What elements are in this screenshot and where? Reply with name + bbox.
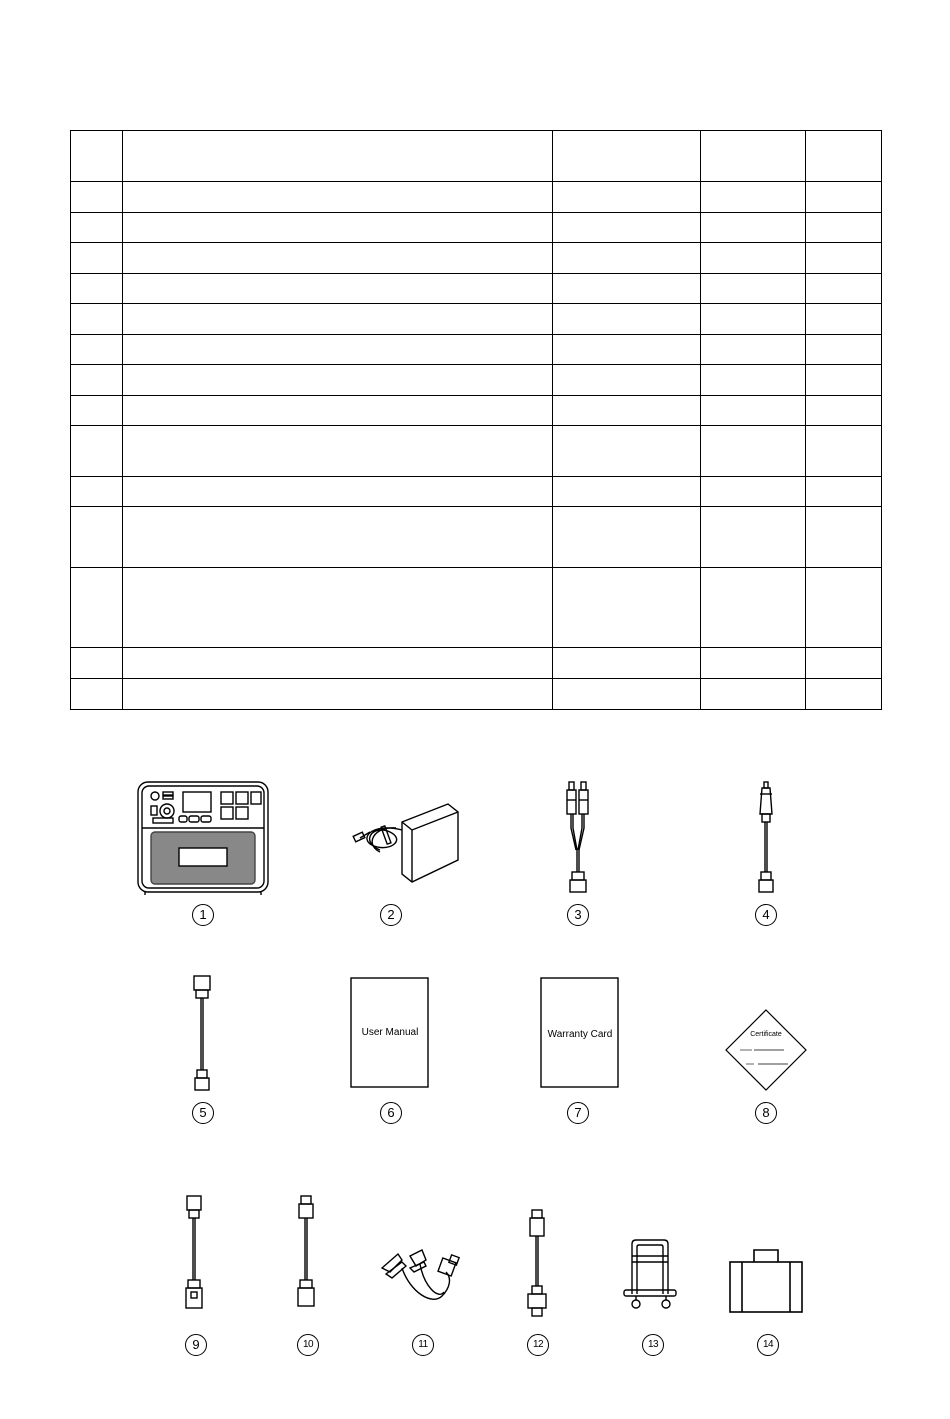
trolley-icon xyxy=(622,1238,682,1312)
table-row xyxy=(71,274,882,304)
solar-charging-cable-icon xyxy=(560,780,596,896)
table-row xyxy=(71,568,882,648)
ac-power-cord-icon xyxy=(522,1208,552,1320)
adapter-cable-icon xyxy=(180,1194,208,1314)
certificate-label: Certificate xyxy=(750,1031,782,1038)
extension-cable-icon xyxy=(188,974,216,1094)
item-number-12: 12 xyxy=(527,1334,549,1356)
power-station-icon xyxy=(137,780,269,896)
item-number-6: 6 xyxy=(380,1102,402,1124)
warranty-card-icon xyxy=(540,977,620,1089)
storage-bag-icon xyxy=(728,1246,804,1316)
connector-cable-icon xyxy=(292,1194,320,1314)
table-row xyxy=(71,477,882,507)
item-number-2: 2 xyxy=(380,904,402,926)
table-header-row xyxy=(71,131,882,182)
item-number-1: 1 xyxy=(192,904,214,926)
warranty-card-label: Warranty Card xyxy=(547,1029,613,1040)
user-manual-label: User Manual xyxy=(361,1027,419,1038)
table-row xyxy=(71,243,882,274)
table-row xyxy=(71,335,882,365)
car-charging-cable-icon xyxy=(752,780,780,896)
battery-clamp-cable-icon xyxy=(380,1246,470,1312)
table-row xyxy=(71,507,882,568)
item-number-8: 8 xyxy=(755,1102,777,1124)
user-manual-icon xyxy=(350,977,430,1089)
ac-adapter-icon xyxy=(350,782,460,894)
packing-list-table xyxy=(70,130,882,710)
table-row xyxy=(71,396,882,426)
item-number-10: 10 xyxy=(297,1334,319,1356)
table-row xyxy=(71,182,882,213)
item-number-14: 14 xyxy=(757,1334,779,1356)
table-row xyxy=(71,365,882,396)
item-number-11: 11 xyxy=(412,1334,434,1356)
item-number-9: 9 xyxy=(185,1334,207,1356)
certificate-icon xyxy=(724,1008,808,1092)
item-number-13: 13 xyxy=(642,1334,664,1356)
item-number-7: 7 xyxy=(567,1102,589,1124)
item-number-4: 4 xyxy=(755,904,777,926)
table-row xyxy=(71,213,882,243)
table-row xyxy=(71,426,882,477)
table-row xyxy=(71,679,882,710)
item-number-3: 3 xyxy=(567,904,589,926)
item-number-5: 5 xyxy=(192,1102,214,1124)
table-row xyxy=(71,304,882,335)
table-row xyxy=(71,648,882,679)
